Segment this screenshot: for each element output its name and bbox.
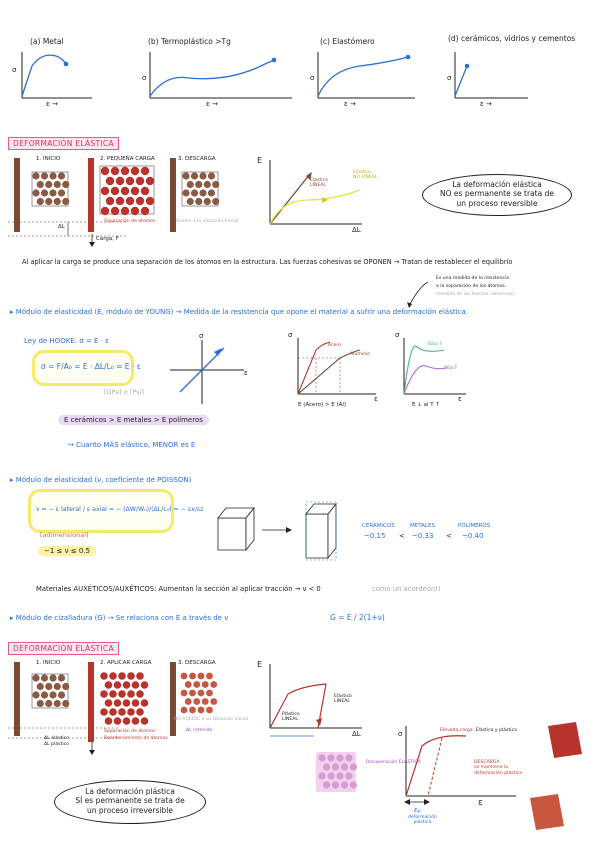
- atoms-diagram-plastic: [8, 656, 258, 766]
- shear-bullet: ▸ Módulo de cizalladura (G) → Se relaciona con E a través de ν: [10, 614, 229, 622]
- atom: [109, 708, 117, 716]
- atom: [111, 207, 119, 215]
- atom: [189, 690, 196, 697]
- graph1-x: ΔL: [352, 226, 361, 234]
- oval2-line1: La deformación plástica: [85, 787, 175, 796]
- young-graph-origin: [170, 338, 250, 408]
- right-top-text: Elástica y plástica: [475, 728, 517, 733]
- atom: [105, 699, 113, 707]
- atom: [187, 198, 194, 205]
- atom: [127, 708, 135, 716]
- hooke-formula-box: [32, 350, 141, 386]
- atom: [181, 707, 188, 714]
- oval1-line1: La deformación elástica: [452, 180, 542, 189]
- atom: [341, 781, 348, 788]
- curve-thermoplastic: [150, 52, 292, 98]
- atom: [109, 672, 117, 680]
- atom: [132, 717, 140, 725]
- atom: [345, 772, 352, 779]
- atom: [32, 691, 39, 698]
- graph2-y: E: [257, 660, 263, 669]
- plastic-note-rearr: Reordenamiento de átomos: [104, 736, 168, 741]
- atom: [181, 690, 188, 697]
- g4-caption: E ↓ al T ↑: [412, 402, 440, 408]
- atom: [199, 172, 206, 179]
- atom: [126, 197, 134, 205]
- atom: [332, 763, 339, 770]
- lattice-block-top: [546, 722, 586, 762]
- atom: [198, 707, 205, 714]
- atom: [54, 181, 61, 188]
- panel-a-x: ε →: [46, 100, 58, 108]
- atom: [131, 187, 139, 195]
- plastic-graph: [262, 660, 372, 740]
- atom: [208, 172, 215, 179]
- atom: [199, 189, 206, 196]
- delta-l-label: ΔL: [58, 224, 65, 230]
- lattice-icon: [316, 752, 360, 796]
- atom: [189, 673, 196, 680]
- atom: [341, 763, 348, 770]
- atom: [37, 700, 44, 707]
- explain-note2: a la separación de los átomos.: [436, 284, 507, 289]
- atom: [345, 754, 352, 761]
- atom: [32, 172, 39, 179]
- atom: [141, 187, 149, 195]
- young-bullet-text: ▸ Módulo de elasticidad (E, módulo de YOUNG) → Medida de la resistencia que opone el material a sufrir una deformación elástica.: [10, 308, 468, 316]
- panel-c-y: σ: [310, 74, 315, 82]
- explain-arrow: [404, 280, 434, 310]
- atom: [126, 177, 134, 185]
- atom: [136, 708, 144, 716]
- atom: [105, 717, 113, 725]
- atom: [202, 698, 209, 705]
- atom: [37, 683, 44, 690]
- graph2-plastic: Plástico LINEAL: [282, 712, 300, 723]
- load-label: Carga, F: [96, 236, 119, 242]
- g2-x: ε: [244, 369, 248, 377]
- atom: [49, 691, 56, 698]
- atom: [32, 674, 39, 681]
- atom: [62, 181, 69, 188]
- panel-b-label: (b) Termoplástico >Tg: [148, 37, 231, 46]
- right-discharge: DESCARGA se mantiene la deformación plástica: [474, 760, 523, 776]
- atom: [193, 681, 200, 688]
- atom: [45, 683, 52, 690]
- atom: [131, 207, 139, 215]
- dl-plastic: ΔL plástico: [44, 742, 69, 747]
- atom: [182, 189, 189, 196]
- poisson-head-metals: METALES: [410, 523, 435, 529]
- panel-b-x: ε →: [206, 100, 218, 108]
- atom: [127, 672, 135, 680]
- poisson-formula-box: [28, 489, 204, 533]
- section-header-plastic: DEFORMACIÓN ELÁSTICA: [8, 642, 119, 655]
- atom: [132, 681, 140, 689]
- atom: [116, 177, 124, 185]
- atom: [336, 754, 343, 761]
- panel-c-x: ε →: [344, 100, 356, 108]
- step2-label: 2. PEQUEÑA CARGA: [100, 156, 155, 162]
- atom: [37, 181, 44, 188]
- g4-label-high: Alta T: [444, 366, 458, 371]
- panel-d-x: ε →: [480, 100, 492, 108]
- atom: [45, 700, 52, 707]
- atom: [62, 700, 69, 707]
- g2-y: σ: [199, 332, 204, 340]
- atom: [141, 699, 149, 707]
- atom: [206, 690, 213, 697]
- atom: [58, 691, 65, 698]
- atom: [101, 187, 109, 195]
- oval2-line2: SÍ es permanente se trata de: [75, 796, 185, 806]
- curve-elastomer: [318, 52, 415, 98]
- g3-x: ε: [374, 395, 378, 403]
- poisson-units: [adimensional]: [40, 531, 89, 539]
- atom: [206, 707, 213, 714]
- explain-text: Al aplicar la carga se produce una separación de los átomos en la estructura. Las fuerzas cohesivas se OPONEN → Tratan de restablecer el equilibrio: [22, 258, 513, 266]
- step1-label: 1. INICIO: [36, 156, 61, 162]
- right-graph-x: ε: [478, 798, 483, 808]
- atom: [106, 197, 114, 205]
- curve-metal: [22, 52, 92, 98]
- panel-a-y: σ: [12, 66, 17, 74]
- atom: [336, 772, 343, 779]
- young-order: E cerámicos > E metales > E polímeros: [58, 415, 209, 425]
- atom: [41, 189, 48, 196]
- note-recover: Vuelve a la situación inicial: [176, 219, 239, 224]
- atom: [146, 177, 154, 185]
- atom: [41, 691, 48, 698]
- elastic-graph: [262, 156, 372, 236]
- atom: [141, 167, 149, 175]
- atom: [204, 198, 211, 205]
- atom: [114, 699, 122, 707]
- atom: [210, 698, 217, 705]
- g3-label-steel: Acero: [328, 343, 342, 348]
- plastic-note-noreturn: NO VUELVE a su situación inicial: [174, 717, 249, 722]
- atom: [105, 681, 113, 689]
- graph1-linear: Elástico LINEAL: [310, 178, 328, 189]
- atom: [45, 181, 52, 188]
- atom: [332, 781, 339, 788]
- oval1-line2: NO es permanente se trata de: [440, 189, 554, 199]
- poisson-head-ceramics: CERÁMICOS: [362, 523, 395, 529]
- atom: [323, 781, 330, 788]
- atom: [189, 707, 196, 714]
- atom: [210, 681, 217, 688]
- hooke-law: Ley de HOOKE: σ = E · ε: [24, 337, 109, 345]
- atom: [191, 189, 198, 196]
- atom: [121, 187, 129, 195]
- atom: [58, 674, 65, 681]
- atom: [54, 683, 61, 690]
- g3-label-al: Aluminio: [350, 352, 371, 357]
- atom: [106, 177, 114, 185]
- graph2-x: ΔL: [352, 730, 361, 738]
- atom: [141, 207, 149, 215]
- atom: [195, 198, 202, 205]
- g4-x: ε: [458, 395, 462, 403]
- young-bullet: [10, 308, 468, 316]
- atom: [123, 681, 131, 689]
- atom: [62, 198, 69, 205]
- panel-d-label: (d) cerámicos, vidrios y cementos: [448, 34, 576, 43]
- poisson-val-ceramics: ~0.15: [364, 532, 386, 540]
- atom: [54, 700, 61, 707]
- right-recovery: Recuperación ELÁSTICA: [366, 760, 421, 765]
- atom: [118, 690, 126, 698]
- atom: [318, 754, 325, 761]
- right-ep-sub: deformación plástica: [408, 815, 437, 826]
- atom: [185, 698, 192, 705]
- oval-plastic-note: [54, 780, 206, 824]
- atom: [191, 172, 198, 179]
- atom: [45, 198, 52, 205]
- atom: [118, 672, 126, 680]
- atom: [185, 681, 192, 688]
- atom: [350, 763, 357, 770]
- atom: [49, 189, 56, 196]
- atom: [181, 673, 188, 680]
- auxetic-note: como un acordeón!!: [372, 585, 441, 593]
- young-units: [GPa] o [Psi]: [104, 388, 144, 396]
- atom: [49, 674, 56, 681]
- graph1-nonlinear: Elástico NO LINEAL: [353, 170, 378, 181]
- right-ep: εₚ: [414, 806, 421, 814]
- g3-caption: E (Acero) > E (Al): [298, 402, 347, 408]
- atom: [58, 172, 65, 179]
- explain-note1: Es una medida de la resistencia: [436, 276, 510, 281]
- atom: [327, 772, 334, 779]
- atom: [41, 172, 48, 179]
- atom: [318, 772, 325, 779]
- atom: [121, 207, 129, 215]
- dl-elastic: ΔL elástico: [44, 736, 69, 741]
- hooke-formula: σ = F/A₀ = E · ΔL/L₀ = E · ε: [41, 362, 141, 371]
- atom: [350, 781, 357, 788]
- atom: [123, 699, 131, 707]
- atom: [127, 690, 135, 698]
- right-graph-y: σ: [398, 730, 403, 738]
- young-more: ↪ Cuanto MÁS elástico, MENOR es E: [68, 441, 196, 449]
- shear-formula: G = E / 2(1+ν): [330, 613, 385, 622]
- poisson-val-polymers: ~0.40: [462, 532, 484, 540]
- explain-note3: (medida de las fuerzas cohesivas): [436, 292, 515, 297]
- poisson-cubes: [212, 494, 342, 564]
- g4-y: σ: [395, 331, 400, 339]
- poisson-lt-1: <: [399, 532, 405, 540]
- atom: [118, 708, 126, 716]
- atom: [206, 673, 213, 680]
- atom: [212, 181, 219, 188]
- poisson-val-metals: ~0.33: [412, 532, 434, 540]
- poisson-bullet: ▸ Módulo de elasticidad (ν, coeficiente de POISSON): [10, 476, 192, 484]
- atom: [111, 187, 119, 195]
- g3-y: σ: [288, 331, 293, 339]
- atom: [114, 681, 122, 689]
- note-separation: Separación de átomos: [104, 219, 156, 224]
- graph1-y: E: [257, 156, 263, 165]
- atom: [182, 172, 189, 179]
- curve-ceramic: [455, 52, 528, 98]
- atom: [121, 167, 129, 175]
- atom: [131, 167, 139, 175]
- panel-a-label: (a) Metal: [30, 37, 64, 46]
- panel-b-y: σ: [142, 74, 147, 82]
- atom: [123, 717, 131, 725]
- poisson-lt-2: <: [446, 532, 452, 540]
- oval2-line3: un proceso irreversible: [87, 805, 173, 815]
- atom: [111, 167, 119, 175]
- g4-label-low: Baja T: [428, 342, 443, 347]
- plastic-step2: 2. APLICAR CARGA: [100, 660, 152, 666]
- atom: [202, 681, 209, 688]
- atom: [41, 674, 48, 681]
- right-top-pre: [440, 728, 517, 733]
- poisson-range: −1 ≤ ν ≤ 0.5: [38, 546, 96, 556]
- poisson-formula: ν = − ε lateral / ε axial = − (ΔW/W₀)/(ΔL/L₀) = − εx/εz: [36, 506, 204, 513]
- plastic-step1: 1. INICIO: [36, 660, 61, 666]
- atom: [198, 673, 205, 680]
- atom: [100, 690, 108, 698]
- atom: [132, 699, 140, 707]
- auxetic-text: Materiales AUXÉTICOS/AUXÉTICOS: Aumentan la sección al aplicar tracción → ν < 0: [36, 585, 321, 593]
- atom: [58, 189, 65, 196]
- atom: [116, 197, 124, 205]
- atom: [37, 198, 44, 205]
- atom: [62, 683, 69, 690]
- graph2-elastic: Elástico LINEAL: [334, 694, 352, 705]
- atom: [204, 181, 211, 188]
- atom: [198, 690, 205, 697]
- step3-label: 3. DESCARGA: [178, 156, 216, 162]
- atom: [136, 690, 144, 698]
- atoms-diagram-elastic: [8, 152, 278, 262]
- section-header-elastic: DEFORMACIÓN ELÁSTICA: [8, 137, 119, 150]
- lattice-block-bottom: [528, 794, 568, 834]
- top-curves: [0, 0, 600, 120]
- panel-c-label: (c) Elastómero: [320, 37, 375, 46]
- oval-elastic-note: [422, 174, 572, 216]
- plastic-note-retained: ΔL retenido: [186, 728, 213, 733]
- atom: [136, 197, 144, 205]
- atom: [100, 672, 108, 680]
- atom: [114, 717, 122, 725]
- atom: [141, 681, 149, 689]
- atom: [49, 172, 56, 179]
- atom: [54, 198, 61, 205]
- atom: [101, 207, 109, 215]
- atom: [208, 189, 215, 196]
- atom: [146, 197, 154, 205]
- plastic-step3: 3. DESCARGA: [178, 660, 216, 666]
- atom: [327, 754, 334, 761]
- plastic-note-sep: Separación de átomos: [104, 729, 156, 734]
- atom: [187, 181, 194, 188]
- atom: [193, 698, 200, 705]
- atom: [136, 672, 144, 680]
- atom: [100, 708, 108, 716]
- atom: [136, 177, 144, 185]
- atom: [141, 717, 149, 725]
- atom: [32, 189, 39, 196]
- atom: [195, 181, 202, 188]
- poisson-head-polymers: POLÍMEROS: [458, 523, 491, 529]
- atom: [109, 690, 117, 698]
- panel-d-y: σ: [447, 74, 452, 82]
- right-top-pre-text: Elevada carga:: [440, 728, 475, 733]
- oval1-line3: un proceso reversible: [456, 198, 538, 208]
- atom: [323, 763, 330, 770]
- atom: [212, 198, 219, 205]
- atom: [101, 167, 109, 175]
